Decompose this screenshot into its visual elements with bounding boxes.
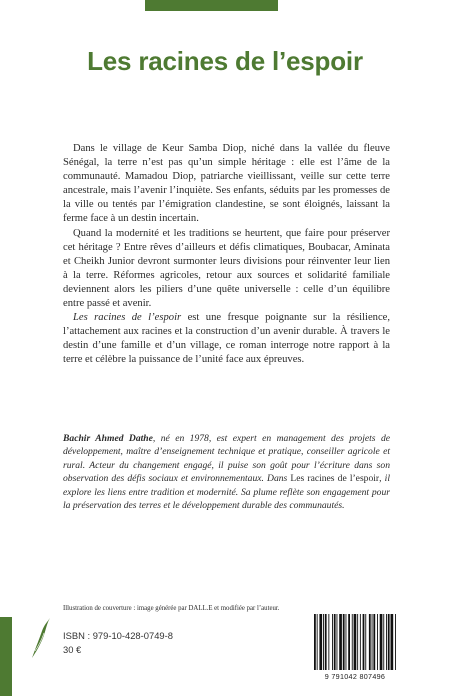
barcode-bar	[391, 614, 394, 670]
leaf-logo-icon	[30, 617, 52, 664]
barcode-bar	[388, 614, 390, 670]
barcode-bar	[314, 614, 316, 670]
barcode-bar	[348, 614, 350, 670]
barcode-bar	[325, 614, 327, 670]
author-bio-book-title: Les racines de l’espoir	[290, 473, 380, 485]
barcode-bar	[339, 614, 342, 670]
barcode-bar	[360, 614, 361, 670]
author-bio-text-1: , né en 1978, est expert en management des projets de développement, maître d’enseignement technique et pratique, conseiller agricole et rural. Acteur du changement engagé, il puise son goût pour l’écriture dans son observation des défis sociaux et environnementaux. Dans	[63, 433, 390, 485]
barcode-bar	[365, 614, 366, 670]
barcode-bar	[386, 614, 387, 670]
barcode-bar	[332, 614, 333, 670]
author-bio-text-2: , il explore les liens entre tradition et modernité. Sa plume reflète son engagement pour la préservation des terres et le développement durable des communautés.	[63, 473, 390, 512]
barcode-bar	[380, 614, 383, 670]
synopsis-paragraph-3	[63, 311, 390, 367]
barcode-bar	[395, 614, 396, 670]
synopsis-book-title: Les racines de l’espoir	[73, 312, 182, 324]
book-title: Les racines de l’espoir	[87, 46, 363, 76]
barcode-bar	[377, 614, 378, 670]
synopsis-paragraph-3-text: est une fresque poignante sur la résilience, l’attachement aux racines et la construction d’un avenir durable. À travers le destin d’une famille et d’un village, ce roman interroge notre rapport à la terre et célèbre la puissance de l’unité face aux épreuves.	[63, 312, 390, 366]
barcode-icon	[308, 612, 402, 684]
top-accent-bar	[145, 0, 278, 11]
synopsis-paragraph-2: Quand la modernité et les traditions se heurtent, que faire pour préserver cet héritage ? Entre rêves d’ailleurs et défis climatiques, Boubacar, Aminata et Cheikh Junior devront surmonter leurs divisions pour réinventer leur lien à la terre. Réformes agricoles, retour aux sources et solidarité familiale deviennent alors les piliers d’une quête universelle : celle d’un équilibre entre passé et avenir.	[63, 227, 390, 310]
barcode-bar	[369, 614, 371, 670]
price: 30 €	[63, 644, 82, 655]
barcode-digits: 9 791042 807496	[324, 672, 386, 681]
synopsis	[63, 142, 390, 368]
barcode-bar	[317, 614, 318, 670]
isbn: ISBN : 979-10-428-0749-8	[63, 630, 173, 641]
barcode-bar	[352, 614, 353, 670]
barcode-bar	[328, 614, 329, 670]
barcode-bar	[346, 614, 347, 670]
synopsis-paragraph-1: Dans le village de Keur Samba Diop, niché dans la vallée du fleuve Sénégal, la terre n’est pas qu’un simple héritage : elle est l’âme de la communauté. Mamadou Diop, patriarche vieillissant, veille sur cette terre ancestrale, mais l’avenir l’inquiète. Ses enfants, séduits par les promesses de la ville ou tentés par l’émigration clandestine, se sont éloignés, laissant la ferme face à un destin incertain.	[63, 143, 390, 225]
barcode-bar	[363, 614, 365, 670]
barcode-bar	[337, 614, 338, 670]
barcode-bar	[323, 614, 324, 670]
barcode-bar	[373, 614, 375, 670]
side-accent-bar	[0, 617, 12, 696]
barcode-bar	[357, 614, 358, 670]
illustration-credit: Illustration de couverture : image générée par DALL.E et modifiée par l’auteur.	[63, 605, 280, 612]
author-name: Bachir Ahmed Dathe	[63, 433, 153, 444]
author-bio	[63, 432, 390, 512]
barcode-bar	[343, 614, 345, 670]
barcode-bar	[319, 614, 322, 670]
barcode-bar	[334, 614, 336, 670]
barcode-bar	[383, 614, 384, 670]
barcode-bar	[354, 614, 357, 670]
barcode-bar	[372, 614, 373, 670]
